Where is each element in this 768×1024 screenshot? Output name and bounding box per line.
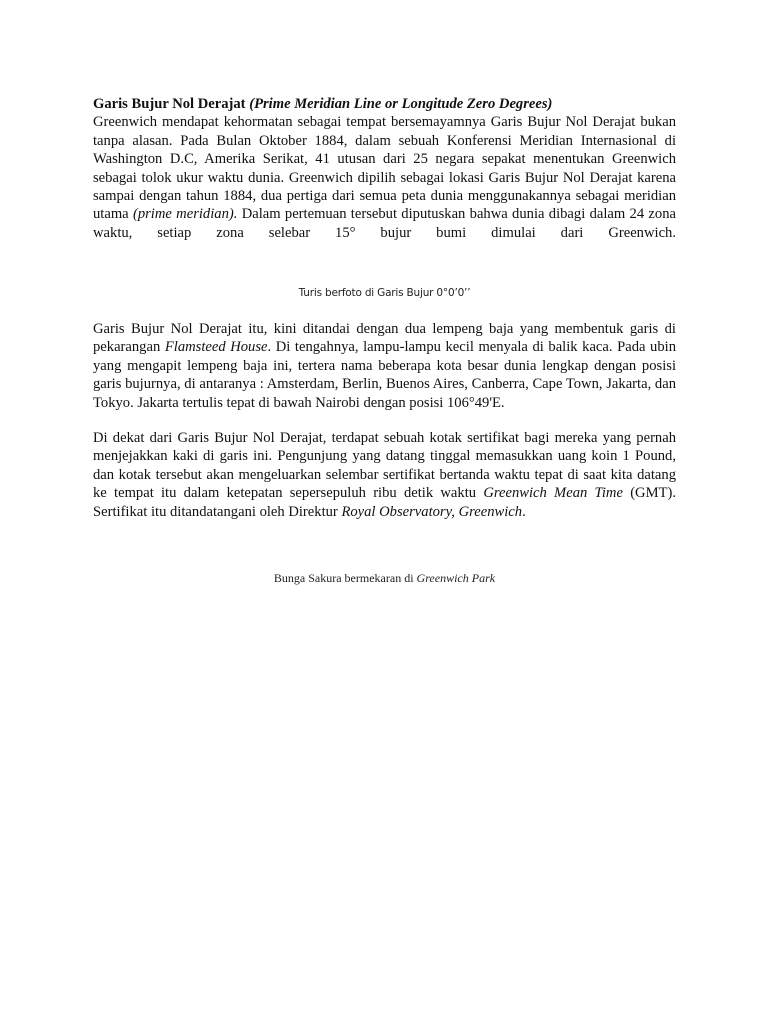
section-prime-meridian: [93, 95, 676, 242]
paragraph-steel-plates-text-a: Garis Bujur Nol Derajat itu, kini ditandai dengan dua lempeng baja yang membentuk garis di pekarangan: [93, 321, 676, 356]
photo-caption-sakura-text: Bunga Sakura bermekaran di: [273, 571, 417, 585]
paragraph-certificate-text-b: (GMT). Sertifikat itu ditandatangani oleh Direktur: [93, 485, 676, 520]
section-heading: [93, 95, 676, 113]
section-steel-plates: [93, 320, 676, 412]
paragraph-history-emph: (prime meridian).: [132, 206, 238, 223]
heading-subtitle: (Prime Meridian Line or Longitude Zero Degrees): [249, 96, 553, 112]
paragraph-certificate: [93, 429, 676, 521]
paragraph-history: [93, 113, 676, 242]
photo-caption-tourists: Turis berfoto di Garis Bujur 0°0’0’’: [298, 287, 471, 299]
paragraph-certificate-emph-observatory: Royal Observatory, Greenwich: [341, 503, 523, 520]
heading-title: Garis Bujur Nol Derajat: [93, 96, 246, 112]
paragraph-certificate-emph-gmt: Greenwich Mean Time: [483, 485, 623, 502]
paragraph-certificate-text-a: Di dekat dari Garis Bujur Nol Derajat, terdapat sebuah kotak sertifikat bagi mereka yang pernah menjejakkan kaki di garis ini. Pengunjung yang datang tinggal memasukkan uang koin 1 Pound, dan kotak tersebut akan mengeluarkan selembar sertifikat bertanda waktu tepat di saat kita datang ke tempat itu dalam ketepatan sepersepuluh ribu detik waktu: [93, 430, 676, 502]
photo-caption-sakura: [93, 571, 676, 586]
section-certificate: [93, 429, 676, 521]
paragraph-certificate-text-c: .: [522, 503, 526, 520]
paragraph-history-text-a: Greenwich mendapat kehormatan sebagai tempat bersemayamnya Garis Bujur Nol Derajat bukan tanpa alasan. Pada Bulan Oktober 1884, dalam sebuah Konferensi Meridian Internasional di Washington D.C, Amerika Serikat, 41 utusan dari 25 negara sepakat menentukan Greenwich sebagai tolok ukur waktu dunia. Greenwich dipilih sebagai lokasi Garis Bujur Nol Derajat karena sampai dengan tahun 1884, dua pertiga dari semua peta dunia menggunakannya sebagai meridian utama: [93, 114, 676, 223]
photo-caption-sakura-emph: Greenwich Park: [416, 571, 496, 585]
paragraph-steel-plates-text-b: . Di tengahnya, lampu-lampu kecil menyala di balik kaca. Pada ubin yang mengapit lempeng baja ini, tertera nama beberapa kota besar dunia lengkap dengan posisi garis bujurnya, di antaranya : Amsterdam, Berlin, Buenos Aires, Canberra, Cape Town, Jakarta, dan Tokyo. Jakarta tertulis tepat di bawah Nairobi dengan posisi 106°49'E.: [93, 339, 677, 411]
paragraph-history-text-b: Dalam pertemuan tersebut diputuskan bahwa dunia dibagi dalam 24 zona waktu, setiap zona selebar 15° bujur bumi dimulai dari Greenwich.: [93, 206, 676, 241]
paragraph-steel-plates-emph: Flamsteed House: [164, 339, 268, 356]
paragraph-steel-plates: [93, 320, 676, 412]
